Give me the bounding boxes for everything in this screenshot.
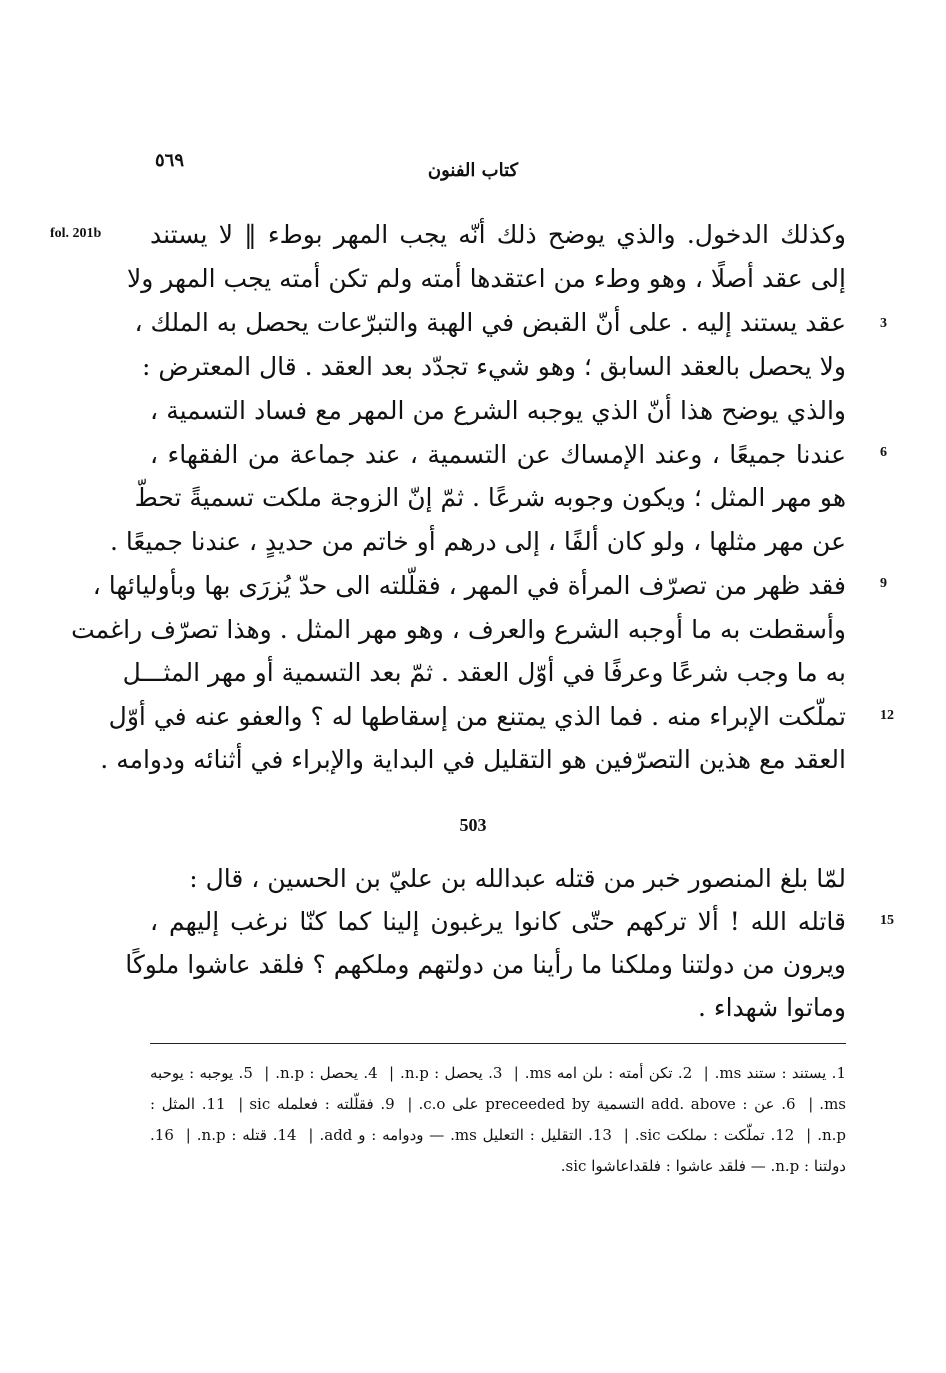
- text-line: وأسقطت به ما أوجبه الشرع والعرف ، وهو مهر المثل . وهذا تصرّف راغمت: [71, 615, 846, 644]
- text-line: عن مهر مثلها ، ولو كان ألفًا ، إلى درهم أو خاتم من حديدٍ ، عندنا جميعًا .: [109, 527, 846, 556]
- text-line: لمّا بلغ المنصور خبر من قتله عبدالله بن عليّ بن الحسين ، قال :: [189, 864, 846, 893]
- text-line: إلى عقد أصلًا ، وهو وطء من اعتقدها أمته ولم تكن أمته يجب المهر ولا: [126, 264, 846, 293]
- text-line: وماتوا شهداء .: [697, 993, 846, 1022]
- footnote: 12. تملّكت : ىملكت sic.: [634, 1126, 795, 1144]
- line-number: 15: [880, 913, 894, 928]
- footnote: 16. دولتنا : n.p. — فلقد عاشوا : فلقداعاشوا sic.: [150, 1126, 846, 1175]
- text-line: قاتله الله ! ألا تركهم حتّى كانوا يرغبون إلينا كما كنّا نرغب إليهم ،: [150, 907, 846, 936]
- footnote: 9. فقلّلته : فعلمله sic: [249, 1095, 395, 1113]
- text-line: العقد مع هذين التصرّفين هو التقليل في البداية والإبراء في أثنائه ودوامه .: [100, 745, 846, 774]
- text-line: ولا يحصل بالعقد السابق ؛ وهو شيء تجدّد بعد العقد . قال المعترض :: [142, 352, 846, 381]
- footnote: 5. يوجبه : يوحبه ms.: [150, 1064, 846, 1113]
- text-line: عقد يستند إليه . على أنّ القبض في الهبة والتبرّعات يحصل به الملك ،: [134, 308, 846, 337]
- text-line: به ما وجب شرعًا وعرفًا في أوّل العقد . ثمّ بعد التسمية أو مهر المثـــل: [122, 658, 846, 687]
- page-number: ٥٦٩: [155, 150, 185, 171]
- text-line: عندنا جميعًا ، وعند الإمساك عن التسمية ، عند جماعة من الفقهاء ،: [150, 440, 846, 469]
- text-line: هو مهر المثل ؛ ويكون وجوبه شرعًا . ثمّ إنّ الزوجة ملكت تسميةً تحطّ: [134, 483, 846, 512]
- line-number: 9: [880, 576, 887, 591]
- text-line: وكذلك الدخول. والذي يوضح ذلك أنّه يجب المهر بوطء ‖ لا يستند: [150, 220, 846, 249]
- line-number: 12: [880, 708, 894, 723]
- line-number: 6: [880, 445, 887, 460]
- folio-reference: fol. 201b: [50, 226, 102, 241]
- running-head: كتاب الفنون: [427, 160, 519, 181]
- footnote: 6. عن : add. above التسمية preceeded by على c.o.: [418, 1095, 796, 1113]
- footnotes: 1. يستند : ستند ms.| 2. تكن أمته : ىلن امه ms.| 3. يحصل : n.p.| 4. يحصل : n.p.| 5. يوجبه : يوحبه ms.| 6. عن : add. above التسمية preceeded by على c.o.| 9. فقلّلته : فعلمله sic| 11. المثل : n.p.| 12. تملّكت : ىملكت sic.| 13. التقليل : التعليل ms. — ودوامه : و add.| 14. قتله : n.p.| 16. دولتنا : n.p. — فلقد عاشوا : فلقداعاشوا sic.: [150, 1064, 846, 1175]
- text-line: فقد ظهر من تصرّف المرأة في المهر ، فقلّلته الى حدّ يُزرَى بها وبأوليائها ،: [92, 571, 846, 600]
- footnote: 2. تكن أمته : ىلن امه ms.: [524, 1064, 693, 1082]
- footnote: 11. المثل : n.p.: [150, 1095, 846, 1144]
- footnote: 14. قتله : n.p.: [196, 1126, 297, 1144]
- text-line: والذي يوضح هذا أنّ الذي يوجبه الشرع من المهر مع فساد التسمية ،: [150, 396, 846, 425]
- text-line: تملّكت الإبراء منه . فما الذي يمتنع من إسقاطها له ؟ والعفو عنه في أوّل: [108, 702, 846, 731]
- footnote: 1. يستند : ستند ms.: [714, 1064, 846, 1082]
- line-number: 3: [880, 316, 887, 331]
- text-line: ويرون من دولتنا وملكنا ما رأينا من دولتهم وملكهم ؟ فلقد عاشوا ملوكًا: [125, 950, 846, 979]
- footnote: 3. يحصل : n.p.: [400, 1064, 503, 1082]
- footnote: 4. يحصل : n.p.: [275, 1064, 378, 1082]
- footnote: 13. التقليل : التعليل ms. — ودوامه : و add.: [319, 1126, 612, 1144]
- footnote-rule: [150, 1043, 846, 1044]
- section-number: 503: [459, 815, 487, 835]
